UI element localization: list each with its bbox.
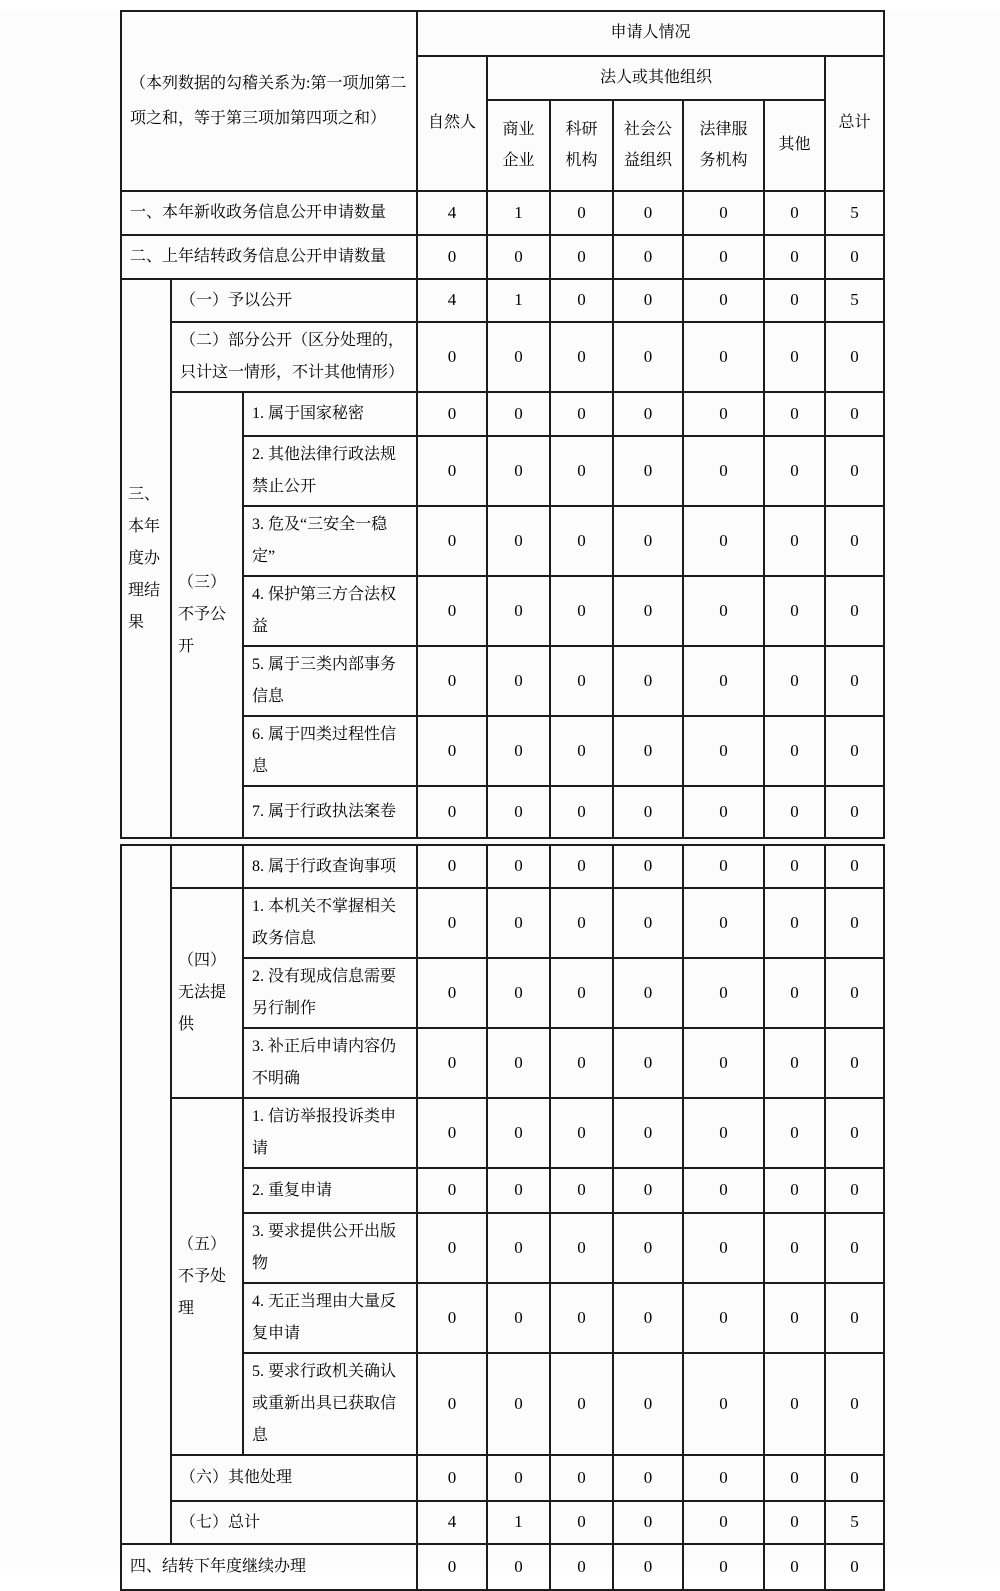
table-header [121,11,884,191]
value-cell: 0 [825,716,884,786]
value-cell: 0 [550,1028,613,1098]
row-label-cell: 6. 属于四类过程性信息 [243,716,417,786]
value-cell: 0 [550,506,613,576]
value-cell: 0 [550,1455,613,1501]
value-cell: 0 [550,1353,613,1455]
value-cell: 0 [417,716,487,786]
group-label-cell [171,845,243,888]
value-cell: 0 [683,506,764,576]
value-cell: 0 [417,1353,487,1455]
value-cell: 0 [613,786,683,838]
table-row [121,888,884,958]
value-cell: 0 [550,576,613,646]
value-cell: 0 [417,958,487,1028]
group-label-cell: （五）不予处理 [171,1098,243,1455]
table-row [121,279,884,322]
row-label-cell: 3. 要求提供公开出版物 [243,1213,417,1283]
value-cell: 0 [825,1455,884,1501]
value-cell: 0 [550,1213,613,1283]
row-label-cell: （六）其他处理 [171,1455,417,1501]
table-row [121,1544,884,1590]
value-cell: 0 [683,1028,764,1098]
value-cell: 0 [417,786,487,838]
value-cell: 0 [683,1455,764,1501]
report-page [0,10,1000,1576]
value-cell: 0 [550,322,613,392]
value-cell: 0 [764,1455,825,1501]
value-cell: 0 [613,1168,683,1213]
value-cell: 0 [683,1283,764,1353]
value-cell: 0 [764,576,825,646]
value-cell: 0 [550,888,613,958]
value-cell: 0 [550,958,613,1028]
row-label-cell: 二、上年结转政务信息公开申请数量 [121,235,417,279]
value-cell: 0 [764,888,825,958]
value-cell: 0 [613,716,683,786]
value-cell: 5 [825,191,884,235]
value-cell: 0 [764,786,825,838]
value-cell: 0 [683,716,764,786]
value-cell: 0 [683,845,764,888]
value-cell: 5 [825,1501,884,1544]
value-cell: 0 [417,1098,487,1168]
value-cell: 0 [683,576,764,646]
value-cell: 0 [764,1213,825,1283]
legal-entity-group-header: 法人或其他组织 [487,56,825,100]
value-cell: 0 [683,1213,764,1283]
value-cell: 1 [487,279,550,322]
value-cell: 0 [825,1098,884,1168]
value-cell: 0 [825,958,884,1028]
table-part-1 [120,10,885,839]
row-label-cell: 1. 信访举报投诉类申请 [243,1098,417,1168]
value-cell: 0 [487,1028,550,1098]
value-cell: 0 [613,646,683,716]
value-cell: 0 [487,235,550,279]
value-cell: 0 [825,1168,884,1213]
value-cell: 0 [613,1028,683,1098]
row-label-cell: 4. 保护第三方合法权益 [243,576,417,646]
value-cell: 0 [683,191,764,235]
value-cell: 0 [825,1283,884,1353]
value-cell: 0 [764,1168,825,1213]
value-cell: 0 [550,392,613,436]
value-cell: 0 [764,1028,825,1098]
value-cell: 0 [487,506,550,576]
row-label-cell: 5. 要求行政机关确认或重新出具已获取信息 [243,1353,417,1455]
value-cell: 0 [825,436,884,506]
value-cell: 0 [613,392,683,436]
row-label-cell: 2. 没有现成信息需要另行制作 [243,958,417,1028]
value-cell: 0 [613,436,683,506]
col-header-business-enterprise: 商业企业 [487,100,550,191]
table-row [121,235,884,279]
row-label-cell: （二）部分公开（区分处理的，只计这一情形，不计其他情形） [171,322,417,392]
row-label-cell: 四、结转下年度继续办理 [121,1544,417,1590]
value-cell: 0 [764,958,825,1028]
value-cell: 0 [417,392,487,436]
value-cell: 0 [487,436,550,506]
applicant-group-header: 申请人情况 [417,11,884,56]
value-cell: 0 [487,646,550,716]
table-row [121,1455,884,1501]
row-label-cell: 5. 属于三类内部事务信息 [243,646,417,716]
value-cell: 0 [825,1544,884,1590]
value-cell: 0 [764,1283,825,1353]
value-cell: 0 [417,1544,487,1590]
row-label-cell: 3. 危及“三安全一稳定” [243,506,417,576]
section-label-cell [121,845,171,1544]
value-cell: 0 [825,1213,884,1283]
value-cell: 0 [683,392,764,436]
value-cell: 0 [613,1283,683,1353]
value-cell: 0 [825,392,884,436]
value-cell: 0 [613,1455,683,1501]
value-cell: 0 [550,845,613,888]
group-label-cell: （三）不予公开 [171,392,243,838]
row-label-cell: 1. 属于国家秘密 [243,392,417,436]
value-cell: 0 [550,1501,613,1544]
col-header-research-institution: 科研机构 [550,100,613,191]
value-cell: 0 [825,235,884,279]
value-cell: 0 [825,888,884,958]
row-label-cell: 7. 属于行政执法案卷 [243,786,417,838]
value-cell: 0 [487,392,550,436]
value-cell: 0 [613,1353,683,1455]
value-cell: 0 [683,1353,764,1455]
value-cell: 0 [825,786,884,838]
value-cell: 0 [550,1283,613,1353]
value-cell: 0 [487,1098,550,1168]
value-cell: 0 [683,1168,764,1213]
value-cell: 4 [417,191,487,235]
value-cell: 0 [417,322,487,392]
table-part-2 [120,844,885,1591]
value-cell: 0 [613,888,683,958]
header-row-1 [121,11,884,56]
table-row [121,1098,884,1168]
value-cell: 0 [487,1544,550,1590]
table-row [121,392,884,436]
value-cell: 0 [417,576,487,646]
col-header-other: 其他 [764,100,825,191]
value-cell: 0 [550,646,613,716]
value-cell: 0 [417,1028,487,1098]
value-cell: 0 [683,786,764,838]
col-header-social-welfare-org: 社会公益组织 [613,100,683,191]
value-cell: 0 [550,235,613,279]
row-label-cell: 2. 重复申请 [243,1168,417,1213]
value-cell: 0 [417,1283,487,1353]
value-cell: 0 [550,279,613,322]
col-header-legal-service-org: 法律服务机构 [683,100,764,191]
value-cell: 0 [683,888,764,958]
value-cell: 0 [764,1544,825,1590]
value-cell: 0 [764,279,825,322]
group-label-cell: （四）无法提供 [171,888,243,1098]
value-cell: 0 [825,576,884,646]
value-cell: 0 [487,1283,550,1353]
value-cell: 4 [417,1501,487,1544]
table-body-part-2 [121,845,884,1590]
value-cell: 0 [683,235,764,279]
value-cell: 0 [487,576,550,646]
col-header-natural-person: 自然人 [417,56,487,191]
value-cell: 0 [487,786,550,838]
value-cell: 0 [613,322,683,392]
value-cell: 1 [487,191,550,235]
value-cell: 0 [825,646,884,716]
value-cell: 0 [613,845,683,888]
value-cell: 5 [825,279,884,322]
value-cell: 0 [417,646,487,716]
table-row [121,191,884,235]
table-row [121,845,884,888]
value-cell: 0 [417,845,487,888]
value-cell: 0 [613,191,683,235]
row-label-cell: 1. 本机关不掌握相关政务信息 [243,888,417,958]
value-cell: 0 [417,1168,487,1213]
value-cell: 0 [487,322,550,392]
value-cell: 0 [550,191,613,235]
value-cell: 0 [825,322,884,392]
table-row [121,1501,884,1544]
value-cell: 0 [487,888,550,958]
value-cell: 0 [764,392,825,436]
value-cell: 0 [825,506,884,576]
value-cell: 0 [487,845,550,888]
value-cell: 0 [683,958,764,1028]
value-cell: 0 [550,786,613,838]
value-cell: 0 [550,716,613,786]
value-cell: 0 [764,235,825,279]
value-cell: 0 [417,888,487,958]
value-cell: 0 [417,1213,487,1283]
value-cell: 1 [487,1501,550,1544]
value-cell: 0 [764,436,825,506]
value-cell: 0 [683,1098,764,1168]
row-label-cell: 3. 补正后申请内容仍不明确 [243,1028,417,1098]
value-cell: 0 [764,322,825,392]
value-cell: 0 [550,1544,613,1590]
value-cell: 0 [613,1501,683,1544]
value-cell: 0 [825,1028,884,1098]
value-cell: 0 [487,1213,550,1283]
row-label-cell: 一、本年新收政务信息公开申请数量 [121,191,417,235]
value-cell: 0 [613,506,683,576]
value-cell: 0 [613,279,683,322]
value-cell: 0 [683,646,764,716]
value-cell: 0 [683,1544,764,1590]
value-cell: 0 [825,1353,884,1455]
table-row [121,322,884,392]
row-label-cell: 2. 其他法律行政法规禁止公开 [243,436,417,506]
value-cell: 0 [613,1098,683,1168]
value-cell: 0 [613,1213,683,1283]
value-cell: 0 [613,235,683,279]
row-label-cell: 4. 无正当理由大量反复申请 [243,1283,417,1353]
value-cell: 0 [764,1353,825,1455]
value-cell: 0 [487,1353,550,1455]
value-cell: 0 [417,436,487,506]
value-cell: 0 [550,436,613,506]
value-cell: 0 [487,1168,550,1213]
value-cell: 0 [417,1455,487,1501]
value-cell: 0 [825,845,884,888]
row-label-cell: 8. 属于行政查询事项 [243,845,417,888]
value-cell: 0 [613,576,683,646]
value-cell: 4 [417,279,487,322]
row-label-cell: （一）予以公开 [171,279,417,322]
value-cell: 0 [550,1098,613,1168]
value-cell: 0 [683,279,764,322]
value-cell: 0 [764,506,825,576]
value-cell: 0 [683,1501,764,1544]
value-cell: 0 [764,845,825,888]
value-cell: 0 [764,191,825,235]
section-label-cell: 三、本年度办理结果 [121,279,171,838]
reconciliation-note-cell: （本列数据的勾稽关系为:第一项加第二项之和，等于第三项加第四项之和） [121,11,417,191]
value-cell: 0 [487,716,550,786]
value-cell: 0 [764,646,825,716]
value-cell: 0 [683,436,764,506]
value-cell: 0 [613,958,683,1028]
value-cell: 0 [550,1168,613,1213]
value-cell: 0 [613,1544,683,1590]
value-cell: 0 [764,716,825,786]
row-label-cell: （七）总计 [171,1501,417,1544]
value-cell: 0 [417,506,487,576]
value-cell: 0 [417,235,487,279]
table-body-part-1 [121,191,884,838]
value-cell: 0 [487,958,550,1028]
value-cell: 0 [764,1501,825,1544]
value-cell: 0 [683,322,764,392]
value-cell: 0 [487,1455,550,1501]
col-header-total: 总计 [825,56,884,191]
value-cell: 0 [764,1098,825,1168]
